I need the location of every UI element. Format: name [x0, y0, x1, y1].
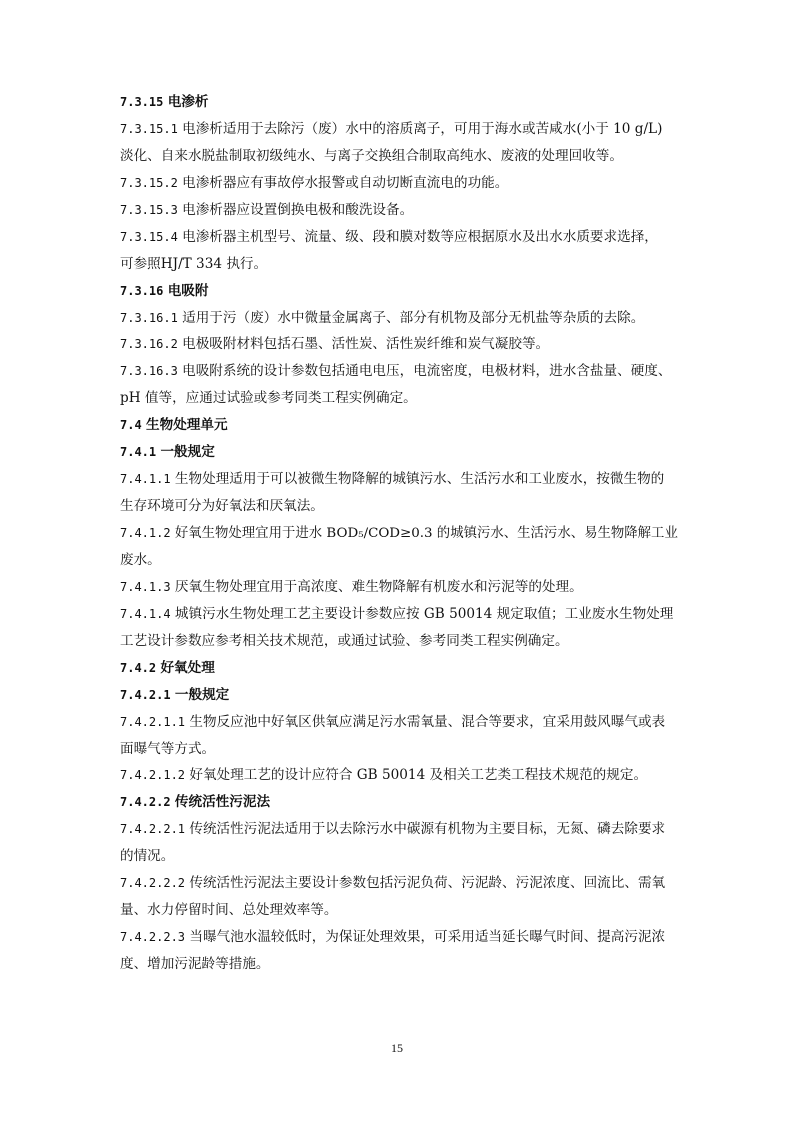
- clause-continuation-line: [120, 848, 680, 864]
- heading-number: 7.4.2.2: [120, 795, 171, 810]
- heading-title: 电吸附: [167, 282, 209, 299]
- heading-number: 7.4.1: [120, 445, 157, 460]
- clause-continuation-line: [120, 148, 680, 164]
- clause-continuation-line: [120, 633, 680, 649]
- clause-number: 7.4.2.2.2: [120, 876, 186, 891]
- section-heading: [120, 794, 680, 810]
- clause-text: 的情况。: [120, 848, 175, 865]
- heading-title: 生物处理单元: [146, 417, 228, 434]
- clause-line: [120, 929, 680, 945]
- clause-text: 面曝气等方式。: [120, 740, 216, 757]
- clause-text: 工艺设计参数应参考相关技术规范，或通过试验、参考同类工程实例确定。: [120, 632, 569, 649]
- clause-line: [120, 363, 680, 379]
- clause-number: 7.4.2.2.1: [120, 822, 186, 837]
- clause-text: 传统活性污泥法适用于以去除污水中碳源有机物为主要目标，无氮、磷去除要求: [189, 821, 666, 838]
- clause-text: 城镇污水生物处理工艺主要设计参数应按 GB 50014 规定取值；工业废水生物处理: [174, 605, 674, 622]
- clause-text: 厌氧生物处理宜用于高浓度、难生物降解有机废水和污泥等的处理。: [174, 578, 583, 595]
- clause-number: 7.3.16.1: [120, 310, 178, 325]
- clause-continuation-line: [120, 741, 680, 757]
- clause-line: [120, 875, 680, 891]
- clause-continuation-line: [120, 256, 680, 272]
- clause-number: 7.4.1.3: [120, 579, 171, 594]
- clause-text: 好氧处理工艺的设计应符合 GB 50014 及相关工艺类工程技术规范的规定。: [189, 767, 648, 784]
- clause-line: [120, 606, 680, 622]
- clause-continuation-line: [120, 498, 680, 514]
- clause-text: 适用于污（废）水中微量金属离子、部分有机物及部分无机盐等杂质的去除。: [182, 309, 645, 326]
- clause-number: 7.3.15.4: [120, 229, 178, 244]
- page-number: 15: [391, 1041, 403, 1055]
- clause-number: 7.3.15.2: [120, 175, 178, 190]
- clause-text: 电渗析适用于去除污（废）水中的溶质离子，可用于海水或苦咸水(小于 10 g/L): [182, 120, 663, 137]
- clause-line: [120, 121, 680, 137]
- clause-text: 当曝气池水温较低时，为保证处理效果，可采用适当延长曝气时间、提高污泥浓: [189, 929, 666, 946]
- clause-number: 7.4.1.2: [120, 526, 171, 540]
- clause-text: 电渗析器应有事故停水报警或自动切断直流电的功能。: [182, 174, 509, 191]
- clause-number: 7.3.16.2: [120, 337, 178, 352]
- clause-text: 淡化、自来水脱盐制取初级纯水、与离子交换组合制取高纯水、废液的处理回收等。: [120, 147, 623, 164]
- clause-line: [120, 525, 680, 541]
- clause-text: 好氧生物处理宜用于进水 BOD₅/COD≥0.3 的城镇污水、生活污水、易生物降解工业: [174, 526, 678, 541]
- section-heading: [120, 660, 680, 676]
- clause-line: [120, 821, 680, 837]
- clause-continuation-line: [120, 956, 680, 972]
- clause-number: 7.3.15.3: [120, 202, 178, 217]
- clause-number: 7.4.2.1.1: [120, 714, 186, 729]
- heading-number: 7.4: [120, 418, 142, 433]
- section-heading: [120, 444, 680, 460]
- clause-text: 度、增加污泥龄等措施。: [120, 956, 270, 972]
- clause-line: [120, 310, 680, 326]
- clause-text: 量、水力停留时间、总处理效率等。: [120, 902, 338, 919]
- clause-line: [120, 336, 680, 352]
- clause-number: 7.4.1.4: [120, 606, 171, 621]
- clause-text: pH 值等，应通过试验或参考同类工程实例确定。: [120, 390, 417, 407]
- clause-number: 7.3.16.3: [120, 364, 178, 379]
- clause-text: 废水。: [120, 551, 161, 568]
- clause-line: [120, 229, 680, 245]
- heading-title: 好氧处理: [160, 659, 215, 676]
- heading-number: 7.3.16: [120, 283, 164, 298]
- clause-continuation-line: [120, 390, 680, 406]
- clause-text: 生存环境可分为好氧法和厌氧法。: [120, 498, 324, 515]
- clause-line: [120, 471, 680, 487]
- clause-text: 传统活性污泥法主要设计参数包括污泥负荷、污泥龄、污泥浓度、回流比、需氧: [189, 875, 666, 892]
- heading-number: 7.4.2.1: [120, 687, 171, 702]
- heading-number: 7.4.2: [120, 660, 157, 675]
- clause-continuation-line: [120, 552, 680, 568]
- clause-number: 7.3.15.1: [120, 121, 178, 136]
- clause-text: 生物处理适用于可以被微生物降解的城镇污水、生活污水和工业废水，按微生物的: [174, 471, 665, 488]
- clause-line: [120, 714, 680, 730]
- heading-title: 一般规定: [160, 444, 215, 461]
- clause-line: [120, 767, 680, 783]
- clause-text: 电吸附系统的设计参数包括通电电压，电流密度，电极材料，进水含盐量、硬度、: [182, 363, 672, 380]
- clause-text: 电渗析器主机型号、流量、级、段和膜对数等应根据原水及出水水质要求选择，: [182, 228, 658, 245]
- heading-title: 电渗析: [167, 94, 209, 110]
- section-heading: [120, 94, 680, 110]
- clause-text: 电极吸附材料包括石墨、活性炭、活性炭纤维和炭气凝胶等。: [182, 336, 550, 353]
- heading-title: 传统活性污泥法: [174, 794, 271, 811]
- clause-text: 可参照HJ/T 334 执行。: [120, 255, 268, 272]
- clause-line: [120, 202, 680, 218]
- clause-text: 生物反应池中好氧区供氧应满足污水需氧量、混合等要求，宜采用鼓风曝气或表: [189, 713, 666, 730]
- clause-number: 7.4.2.1.2: [120, 768, 186, 783]
- clause-text: 电渗析器应设置倒换电极和酸洗设备。: [182, 201, 414, 218]
- section-heading: [120, 417, 680, 433]
- section-heading: [120, 283, 680, 299]
- clause-line: [120, 579, 680, 595]
- clause-line: [120, 175, 680, 191]
- heading-title: 一般规定: [174, 686, 230, 703]
- clause-continuation-line: [120, 902, 680, 918]
- page-content: [120, 94, 680, 983]
- heading-number: 7.3.15: [120, 95, 164, 109]
- clause-number: 7.4.2.2.3: [120, 930, 186, 945]
- clause-number: 7.4.1.1: [120, 472, 171, 487]
- section-heading: [120, 687, 680, 703]
